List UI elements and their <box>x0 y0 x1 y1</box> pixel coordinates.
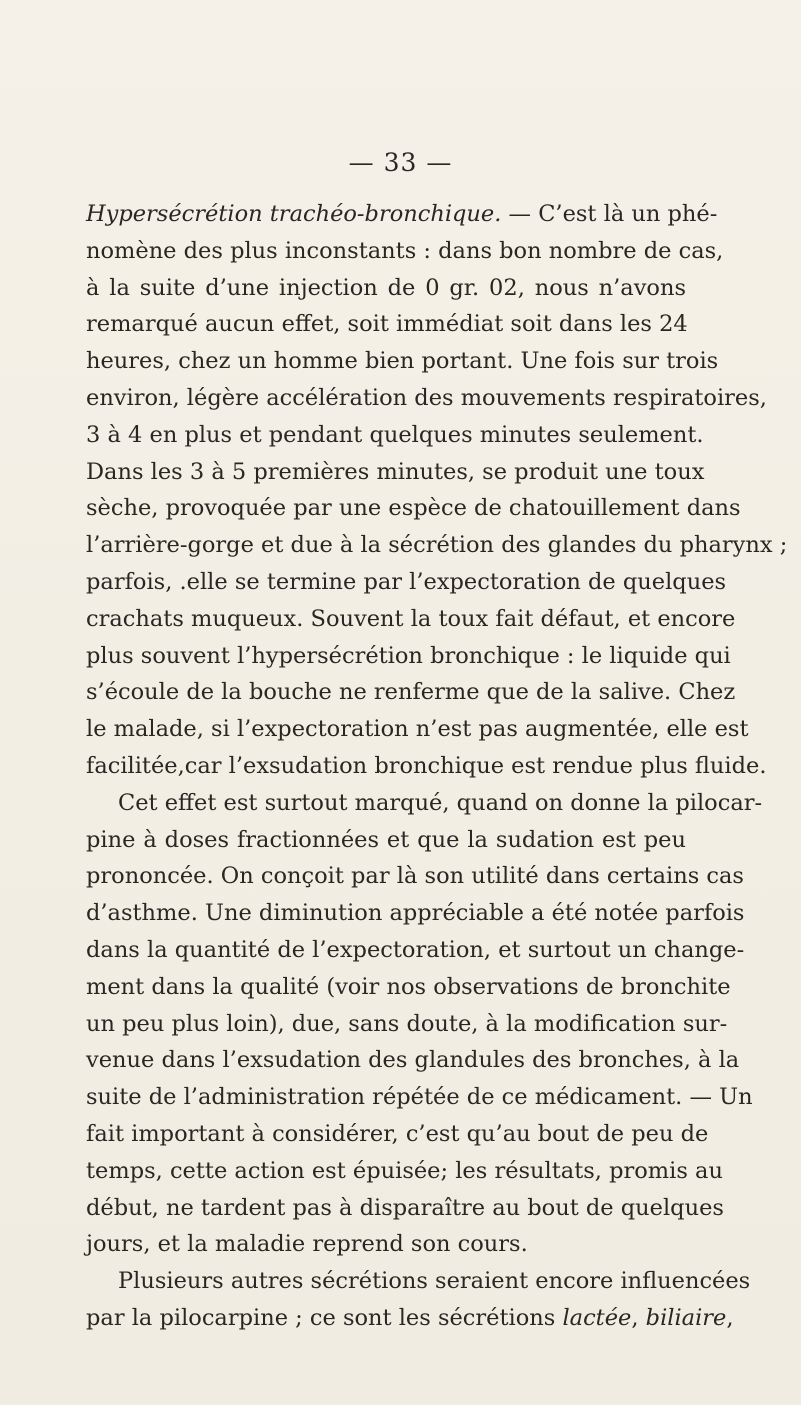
text-line <box>86 380 767 417</box>
text-run: l’arrière-gorge et due à la sécrétion des glandes du pharynx ; <box>86 532 788 559</box>
text-run: par la pilocarpine ; ce sont les sécrétions <box>86 1304 563 1331</box>
text-run: heures, chez un homme bien portant. Une fois sur trois <box>86 348 719 375</box>
text-line <box>86 1190 724 1227</box>
text-run: crachats muqueux. Souvent la toux fait défaut, et encore <box>86 605 736 632</box>
text-run: facilitée,car l’exsudation bronchique est rendue plus fluide. <box>86 752 767 779</box>
body-text <box>86 196 788 1337</box>
text-run: , <box>631 1304 646 1331</box>
text-line <box>86 895 745 932</box>
text-line <box>86 601 736 638</box>
text-line <box>86 417 704 454</box>
text-run: fait important à considérer, c’est qu’au bout de peu de <box>86 1120 709 1147</box>
text-run: temps, cette action est épuisée; les résultats, promis au <box>86 1157 723 1184</box>
text-run: début, ne tardent pas à disparaître au bout de quelques <box>86 1194 724 1221</box>
text-line <box>86 674 736 711</box>
text-line <box>86 969 731 1006</box>
text-run: ment dans la qualité (voir nos observations de bronchite <box>86 973 731 1000</box>
text-line <box>86 196 718 233</box>
text-run: dans la quantité de l’expectoration, et surtout un change- <box>86 936 745 963</box>
text-run: jours, et la maladie reprend son cours. <box>86 1231 528 1258</box>
text-line <box>86 1153 723 1190</box>
text-line <box>86 527 788 564</box>
text-run: suite de l’administration répétée de ce médicament. — Un <box>86 1084 753 1111</box>
text-run: plus souvent l’hypersécrétion bronchique : le liquide qui <box>86 642 731 669</box>
text-line <box>86 1300 734 1337</box>
text-line <box>86 454 705 491</box>
text-line <box>86 270 686 307</box>
text-run: pine à doses fractionnées et que la sudation est peu <box>86 826 686 853</box>
text-line <box>86 306 686 343</box>
italic-text: biliaire <box>645 1304 727 1331</box>
text-line <box>86 785 763 822</box>
text-line <box>86 1226 686 1263</box>
text-line <box>86 1042 740 1079</box>
text-line <box>86 490 741 527</box>
text-line <box>86 711 749 748</box>
text-run: s’écoule de la bouche ne renferme que de la salive. Chez <box>86 679 736 706</box>
italic-text: lactée <box>562 1304 632 1331</box>
text-run: Cet effet est surtout marqué, quand on donne la pilocar- <box>118 789 763 816</box>
text-line <box>86 638 731 675</box>
text-run: 3 à 4 en plus et pendant quelques minutes seulement. <box>86 421 704 448</box>
italic-text: Hypersécrétion trachéo-bronchique. <box>86 201 502 227</box>
text-line <box>86 858 744 895</box>
text-line <box>86 233 724 270</box>
text-run: environ, légère accélération des mouvements respiratoires, <box>86 384 767 411</box>
text-line <box>86 748 767 785</box>
text-run: — C’est là un phé- <box>501 201 718 227</box>
text-line <box>86 343 719 380</box>
text-run: sèche, provoquée par une espèce de chatouillement dans <box>86 495 741 522</box>
text-run: Dans les 3 à 5 premières minutes, se produit une toux <box>86 458 705 485</box>
text-line <box>86 1006 728 1043</box>
text-run: prononcée. On conçoit par là son utilité dans certains cas <box>86 863 744 890</box>
text-run: Plusieurs autres sécrétions seraient encore influencées <box>118 1268 751 1295</box>
text-line <box>86 1263 751 1300</box>
text-run: un peu plus loin), due, sans doute, à la modification sur- <box>86 1010 728 1037</box>
text-line <box>86 564 727 601</box>
page-number: — 33 — <box>348 148 453 177</box>
text-line <box>86 822 686 859</box>
text-run: nomène des plus inconstants : dans bon nombre de cas, <box>86 237 724 264</box>
text-run: parfois, .elle se termine par l’expectoration de quelques <box>86 568 727 595</box>
text-run: venue dans l’exsudation des glandules des bronches, à la <box>86 1047 740 1074</box>
text-run: remarqué aucun effet, soit immédiat soit dans les 24 <box>86 311 688 338</box>
text-run: , <box>726 1304 734 1331</box>
text-line <box>86 1116 709 1153</box>
text-run: à la suite d’une injection de 0 gr. 02, nous n’avons <box>86 274 686 301</box>
text-run: le malade, si l’expectoration n’est pas augmentée, elle est <box>86 716 749 743</box>
text-line <box>86 932 745 969</box>
text-line <box>86 1079 753 1116</box>
text-run: d’asthme. Une diminution appréciable a été notée parfois <box>86 900 745 927</box>
